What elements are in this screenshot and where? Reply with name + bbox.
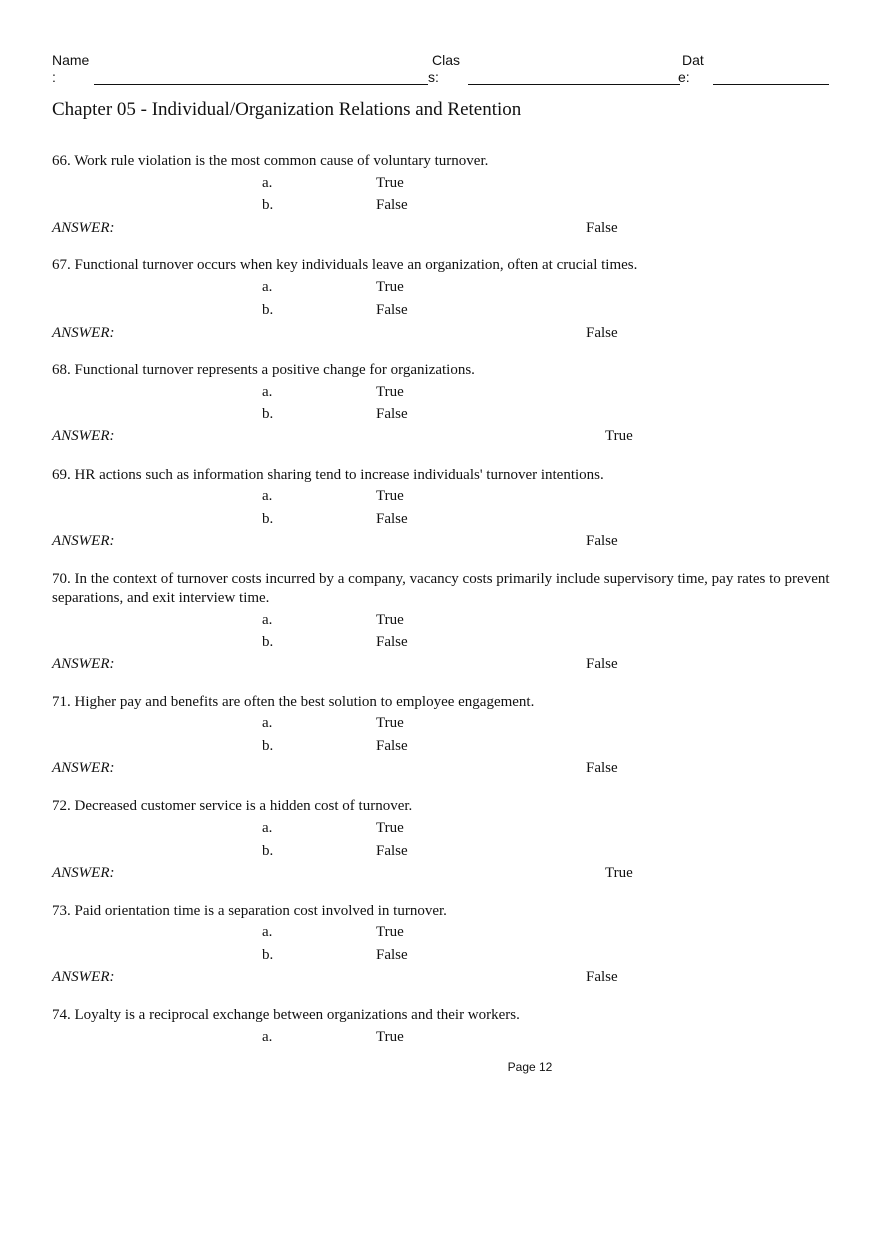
option-text: True <box>376 1029 404 1045</box>
question-text: 70. In the context of turnover costs incurred by a company, vacancy costs primarily include supervisory time, pay rates to prevent separations, and exit interview time. <box>52 571 830 606</box>
answer-label: ANSWER: <box>52 760 115 776</box>
option-text: False <box>376 738 408 754</box>
answer-value: False <box>586 533 618 549</box>
question-66 <box>52 152 842 236</box>
option-letter: b. <box>262 634 274 650</box>
answer-value: False <box>586 760 618 776</box>
class-label: Clas <box>432 52 461 68</box>
date-underline <box>713 84 829 85</box>
option-text: False <box>376 302 408 318</box>
date-label: Dat <box>682 52 704 68</box>
question-67 <box>52 256 842 341</box>
answer-label: ANSWER: <box>52 533 115 549</box>
option-letter: a. <box>262 1029 273 1045</box>
option-letter: a. <box>262 924 273 940</box>
question-text: 68. Functional turnover represents a positive change for organizations. <box>52 362 475 378</box>
option-letter: b. <box>262 843 274 859</box>
option-text: True <box>376 924 404 940</box>
option-text: False <box>376 947 408 963</box>
class-label-suffix: s: <box>428 69 439 85</box>
option-letter: b. <box>262 738 274 754</box>
answer-label: ANSWER: <box>52 428 115 444</box>
option-text: True <box>376 612 404 628</box>
question-69 <box>52 466 842 549</box>
answer-label: ANSWER: <box>52 969 115 985</box>
option-text: False <box>376 511 408 527</box>
question-text: 66. Work rule violation is the most common cause of voluntary turnover. <box>52 153 489 169</box>
option-letter: a. <box>262 384 273 400</box>
option-text: True <box>376 279 404 295</box>
page-number: Page 12 <box>507 1060 553 1074</box>
option-letter: b. <box>262 406 274 422</box>
question-text: 71. Higher pay and benefits are often the best solution to employee engagement. <box>52 694 535 710</box>
question-68 <box>52 361 842 444</box>
name-label-colon: : <box>52 69 56 85</box>
option-letter: b. <box>262 511 274 527</box>
name-label: Name <box>52 52 90 68</box>
option-text: False <box>376 843 408 859</box>
question-text: 72. Decreased customer service is a hidden cost of turnover. <box>52 798 413 814</box>
option-letter: a. <box>262 488 273 504</box>
answer-value: False <box>586 969 618 985</box>
answer-label: ANSWER: <box>52 656 115 672</box>
answer-value: False <box>586 220 618 236</box>
option-text: False <box>376 634 408 650</box>
answer-value: True <box>605 865 633 881</box>
answer-value: False <box>586 656 618 672</box>
question-72 <box>52 797 842 881</box>
option-text: True <box>376 175 404 191</box>
option-letter: a. <box>262 279 273 295</box>
option-text: True <box>376 488 404 504</box>
option-text: True <box>376 715 404 731</box>
chapter-title: Chapter 05 - Individual/Organization Relations and Retention <box>52 99 522 120</box>
option-letter: a. <box>262 612 273 628</box>
question-71 <box>52 693 842 776</box>
date-label-suffix: e: <box>678 69 690 85</box>
option-letter: b. <box>262 947 274 963</box>
option-letter: a. <box>262 820 273 836</box>
answer-value: False <box>586 325 618 341</box>
option-text: False <box>376 406 408 422</box>
option-letter: b. <box>262 302 274 318</box>
question-text: 67. Functional turnover occurs when key individuals leave an organization, often at crucial times. <box>52 257 638 273</box>
answer-value: True <box>605 428 633 444</box>
class-underline <box>468 84 680 85</box>
option-text: True <box>376 820 404 836</box>
option-letter: b. <box>262 197 274 213</box>
option-letter: a. <box>262 715 273 731</box>
answer-label: ANSWER: <box>52 865 115 881</box>
question-text: 73. Paid orientation time is a separation cost involved in turnover. <box>52 903 447 919</box>
option-text: True <box>376 384 404 400</box>
question-70 <box>52 570 842 672</box>
name-underline <box>94 84 428 85</box>
option-letter: a. <box>262 175 273 191</box>
option-text: False <box>376 197 408 213</box>
answer-label: ANSWER: <box>52 220 115 236</box>
answer-label: ANSWER: <box>52 325 115 341</box>
question-text: 69. HR actions such as information sharing tend to increase individuals' turnover intentions. <box>52 467 604 483</box>
question-text: 74. Loyalty is a reciprocal exchange between organizations and their workers. <box>52 1007 520 1023</box>
question-73 <box>52 902 842 985</box>
question-74 <box>52 1006 842 1045</box>
